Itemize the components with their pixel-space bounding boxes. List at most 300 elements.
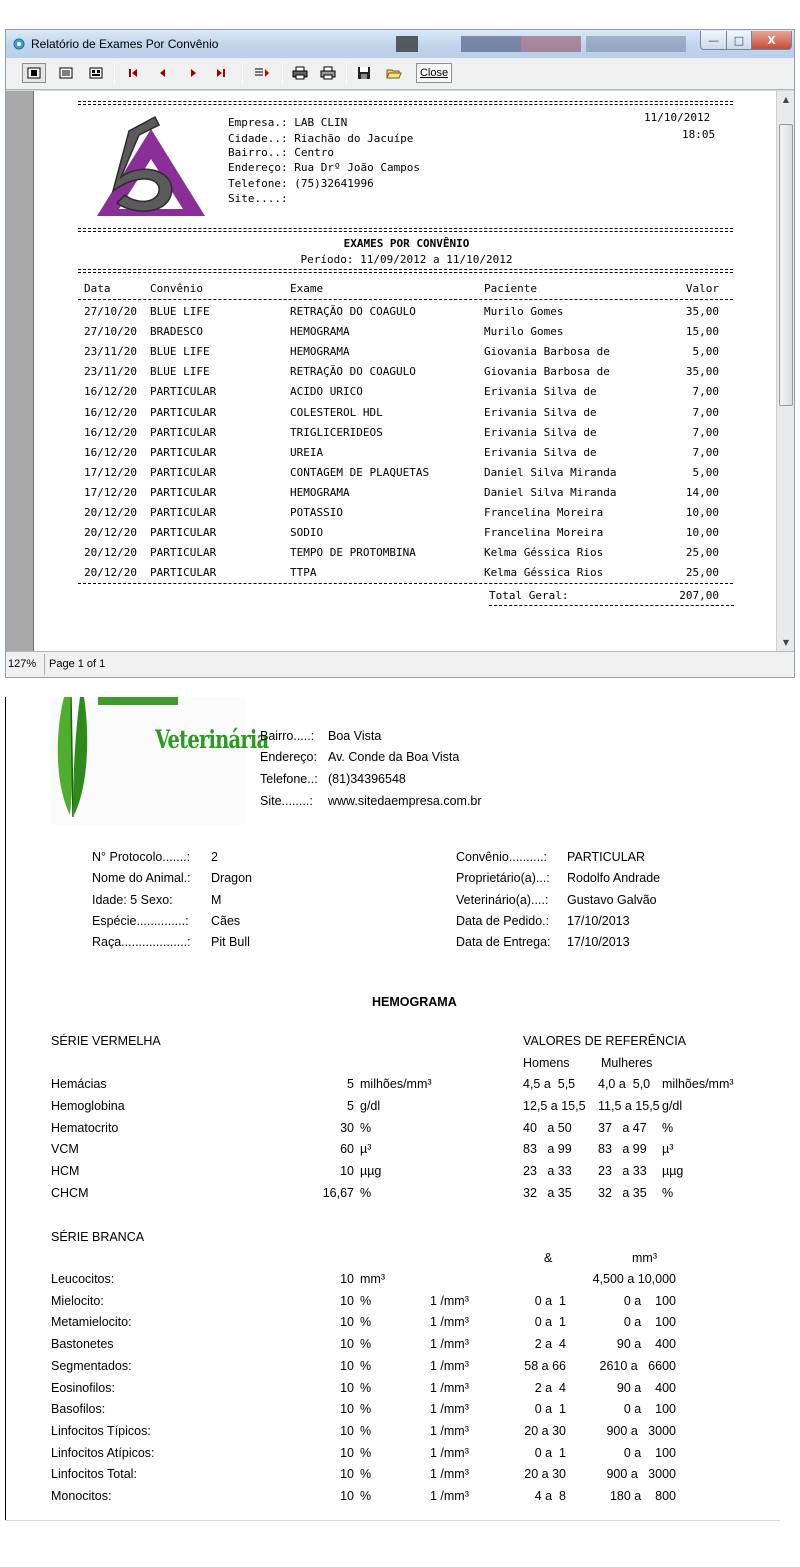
ref-abs-range: 2610 a 6600 <box>599 1358 676 1373</box>
toolbar-separator <box>114 63 115 84</box>
white-series-unit: % <box>360 1402 372 1417</box>
col-header-convenio: Convênio <box>150 282 203 295</box>
white-series-absolute: 1 /mm³ <box>430 1358 469 1373</box>
ref-pct-range: 20 a 30 <box>524 1467 566 1482</box>
row-valor: 10,00 <box>685 526 719 540</box>
row-valor: 7,00 <box>692 445 719 459</box>
company-city-line: Cidade..: Riachão do Jacuípe <box>228 132 414 145</box>
row-valor: 7,00 <box>692 405 719 419</box>
ref-pct-range: 20 a 30 <box>524 1423 566 1438</box>
ref-pct-range: 2 a 4 <box>534 1380 566 1395</box>
goto-page-button[interactable] <box>250 63 274 83</box>
minimize-button[interactable] <box>700 31 727 50</box>
white-series-absolute: 1 /mm³ <box>430 1337 469 1352</box>
row-data: 16/12/20 <box>84 385 137 399</box>
vertical-scrollbar[interactable] <box>776 91 795 651</box>
double-rule <box>78 269 733 273</box>
row-data: 16/12/20 <box>84 425 137 439</box>
patient-value: Rodolfo Andrade <box>567 871 661 886</box>
row-convenio: PARTICULAR <box>150 405 217 419</box>
report-period: Período: 11/09/2012 a 11/10/2012 <box>300 253 513 266</box>
row-exame: POTASSIO <box>290 506 343 519</box>
row-data: 17/12/20 <box>84 465 137 479</box>
row-valor: 35,00 <box>685 365 719 379</box>
ref-women-range: 83 a 99 <box>598 1142 647 1157</box>
red-series-unit: µµg <box>360 1164 382 1179</box>
ref-women-range: 23 a 33 <box>598 1164 647 1179</box>
ref-men-range: 12,5 a 15,5 <box>523 1098 586 1113</box>
red-series-name: Hemácias <box>51 1077 107 1091</box>
report-row <box>34 385 776 405</box>
multi-page-icon <box>89 67 103 79</box>
row-data: 17/12/20 <box>84 485 137 499</box>
col-header-exame: Exame <box>290 282 324 295</box>
row-valor: 35,00 <box>685 305 719 318</box>
row-valor: 5,00 <box>692 465 719 479</box>
hemogram-document <box>0 697 800 1527</box>
status-separator <box>44 654 45 675</box>
double-rule <box>78 101 733 105</box>
patient-value: Dragon <box>211 871 252 886</box>
white-series-value: 10 <box>340 1293 354 1308</box>
reference-title: VALORES DE REFERÊNCIA <box>523 1034 687 1048</box>
white-series-unit: % <box>360 1489 372 1503</box>
row-paciente: Kelma Géssica Rios <box>484 566 604 580</box>
row-convenio: PARTICULAR <box>150 546 217 560</box>
row-paciente: Erivania Silva de <box>484 385 597 399</box>
row-convenio: BLUE LIFE <box>150 305 210 318</box>
patient-label: Proprietário(a)...: <box>456 871 550 886</box>
row-paciente: Francelina Moreira <box>484 526 604 540</box>
row-exame: TRIGLICERIDEOS <box>290 425 383 439</box>
row-convenio: PARTICULAR <box>150 485 217 499</box>
ref-abs-range: 0 a 100 <box>623 1402 676 1417</box>
toolbar-separator <box>282 63 283 84</box>
scroll-down-icon[interactable]: ▼ <box>782 638 790 647</box>
ref-unit: milhões/mm³ <box>662 1077 734 1091</box>
white-series-value: 10 <box>340 1380 354 1395</box>
red-series-name: CHCM <box>51 1186 89 1200</box>
ref-abs-range: 0 a 100 <box>623 1293 676 1308</box>
row-convenio: PARTICULAR <box>150 506 217 519</box>
ref-abs-range: 180 a 800 <box>609 1489 676 1503</box>
report-preview-window <box>5 29 795 678</box>
row-paciente: Murilo Gomes <box>484 305 564 318</box>
header-address-value: Av. Conde da Boa Vista <box>328 750 460 764</box>
total-label: Total Geral: <box>489 589 569 602</box>
scroll-thumb[interactable] <box>779 124 793 406</box>
reference-men-header: Homens <box>523 1056 570 1070</box>
report-row <box>34 305 776 325</box>
report-row <box>34 406 776 426</box>
white-series-absolute: 1 /mm³ <box>430 1380 469 1395</box>
white-series-absolute: 1 /mm³ <box>430 1489 469 1503</box>
page-border <box>5 1520 780 1521</box>
row-data: 23/11/20 <box>84 365 137 379</box>
row-valor: 7,00 <box>692 425 719 439</box>
red-series-value: 10 <box>340 1164 354 1179</box>
ref-pct-header: & <box>544 1251 553 1265</box>
report-row <box>34 546 776 566</box>
white-series-absolute: 1 /mm³ <box>430 1315 469 1330</box>
patient-label: Raça...................: <box>92 935 191 950</box>
patient-value: M <box>211 892 222 907</box>
ref-men-range: 40 a 50 <box>523 1120 572 1135</box>
white-series-unit: % <box>360 1358 372 1373</box>
white-series-value: 10 <box>340 1445 354 1460</box>
white-series-absolute: 1 /mm³ <box>430 1423 469 1438</box>
col-header-data: Data <box>84 282 111 295</box>
previous-page-icon <box>158 68 168 78</box>
row-paciente: Giovania Barbosa de <box>484 365 610 379</box>
red-series-value: 5 <box>347 1077 354 1091</box>
company-site-line: Site....: <box>228 192 288 205</box>
row-valor: 10,00 <box>685 506 719 519</box>
row-exame: HEMOGRAMA <box>290 485 350 499</box>
white-series-name: Metamielocito: <box>51 1315 132 1330</box>
row-data: 20/12/20 <box>84 526 137 540</box>
row-paciente: Erivania Silva de <box>484 405 597 419</box>
save-icon <box>357 66 371 80</box>
report-date: 11/10/2012 <box>644 111 711 124</box>
row-data: 27/10/20 <box>84 305 137 318</box>
ref-men-range: 4,5 a 5,5 <box>523 1077 576 1091</box>
white-series-absolute: 1 /mm³ <box>430 1467 469 1482</box>
white-series-value: 10 <box>340 1489 354 1503</box>
ref-unit: µ³ <box>662 1142 674 1157</box>
patient-value: 17/10/2013 <box>567 913 630 928</box>
header-district-label: Bairro.....: <box>260 729 315 743</box>
row-exame: SODIO <box>290 526 324 540</box>
header-phone-label: Telefone..: <box>260 772 318 786</box>
red-series-value: 30 <box>340 1120 354 1135</box>
row-data: 16/12/20 <box>84 445 137 459</box>
title-bar[interactable] <box>6 30 794 58</box>
white-series-name: Basofilos: <box>51 1402 106 1417</box>
ref-pct-range: 2 a 4 <box>534 1337 566 1352</box>
white-series-name: Eosinofilos: <box>51 1380 115 1395</box>
report-row <box>34 365 776 385</box>
zoom-level: 127% <box>8 658 37 670</box>
red-series-unit: g/dl <box>360 1098 381 1113</box>
white-series-name: Mielocito: <box>51 1293 104 1308</box>
red-series-name: Hematocrito <box>51 1120 119 1135</box>
close-icon: X <box>767 33 776 47</box>
patient-label: Convênio..........: <box>456 850 548 864</box>
header-district-value: Boa Vista <box>328 729 382 743</box>
report-row <box>34 526 776 546</box>
ref-abs-range: 90 a 400 <box>616 1380 676 1395</box>
row-data: 20/12/20 <box>84 546 137 560</box>
company-name-line: Empresa.: LAB CLIN <box>228 116 348 129</box>
row-valor: 25,00 <box>685 566 719 580</box>
header-site-label: Site........: <box>260 794 313 808</box>
row-valor: 25,00 <box>685 546 719 560</box>
row-convenio: PARTICULAR <box>150 445 217 459</box>
white-series-unit: % <box>360 1380 372 1395</box>
printer-setup-button[interactable] <box>288 63 312 83</box>
one-page-icon <box>27 67 41 79</box>
ref-abs-range: 900 a 3000 <box>606 1423 676 1438</box>
first-page-icon <box>128 68 138 78</box>
company-phone-line: Telefone: (75)32641996 <box>228 177 374 190</box>
exam-title: HEMOGRAMA <box>372 995 457 1009</box>
header-phone-value: (81)34396548 <box>328 772 406 786</box>
header-address-label: Endereço: <box>260 750 317 764</box>
goto-page-icon <box>254 67 270 79</box>
white-series-absolute: 1 /mm³ <box>430 1445 469 1460</box>
previous-page-button[interactable] <box>152 63 174 83</box>
patient-label: N° Protocolo.......: <box>92 850 191 864</box>
row-exame: UREIA <box>290 445 324 459</box>
row-valor: 5,00 <box>692 345 719 359</box>
blurred-background <box>396 36 418 52</box>
white-series-absolute: 1 /mm³ <box>430 1293 469 1308</box>
white-series-name: Bastonetes <box>51 1337 114 1352</box>
white-series-value: 10 <box>340 1467 354 1482</box>
toolbar <box>6 58 794 90</box>
red-series-value: 5 <box>347 1098 354 1113</box>
red-series-name: VCM <box>51 1142 79 1157</box>
two-page-button[interactable] <box>54 63 78 83</box>
status-bar <box>6 651 794 678</box>
row-exame: CONTAGEM DE PLAQUETAS <box>290 465 430 479</box>
window-title: Relatório de Exames Por Convênio <box>31 37 219 51</box>
white-series-value: 10 <box>340 1402 354 1417</box>
patient-label: Data de Pedido.: <box>456 913 550 928</box>
red-series-unit: % <box>360 1186 372 1200</box>
row-exame: COLESTEROL HDL <box>290 405 383 419</box>
white-series-unit: % <box>360 1445 372 1460</box>
white-series-name: Linfocitos Total: <box>51 1467 137 1482</box>
col-header-paciente: Paciente <box>484 282 537 295</box>
report-row <box>34 426 776 446</box>
dashed-rule <box>78 299 733 300</box>
row-exame: RETRAÇÃO DO COAGULO <box>290 365 416 379</box>
report-row <box>34 345 776 365</box>
company-address-line: Endereço: Rua Drº João Campos <box>228 161 421 174</box>
ref-pct-range: 58 a 66 <box>524 1358 566 1373</box>
row-convenio: BRADESCO <box>150 325 203 339</box>
ref-men-range: 23 a 33 <box>523 1164 572 1179</box>
blurred-background <box>521 36 581 52</box>
blurred-background <box>586 36 686 52</box>
row-exame: ACIDO URICO <box>290 385 363 399</box>
white-series-unit: % <box>360 1337 372 1352</box>
report-row <box>34 506 776 526</box>
row-exame: TEMPO DE PROTOMBINA <box>290 546 416 560</box>
row-exame: HEMOGRAMA <box>290 325 350 339</box>
report-row <box>34 325 776 345</box>
open-button[interactable] <box>382 63 406 83</box>
row-convenio: PARTICULAR <box>150 465 217 479</box>
patient-value: PARTICULAR <box>567 850 646 864</box>
save-button[interactable] <box>352 63 376 83</box>
row-convenio: BLUE LIFE <box>150 365 210 379</box>
red-series-unit: % <box>360 1120 372 1135</box>
next-page-icon <box>188 68 198 78</box>
multi-page-button[interactable] <box>84 63 108 83</box>
ref-unit: g/dl <box>662 1098 683 1113</box>
first-page-button[interactable] <box>122 63 144 83</box>
red-series-name: HCM <box>51 1164 80 1179</box>
logo-top-band <box>98 697 178 705</box>
dashed-rule <box>78 583 733 584</box>
printer-setup-icon <box>292 66 308 80</box>
row-convenio: PARTICULAR <box>150 425 217 439</box>
row-valor: 7,00 <box>692 385 719 399</box>
patient-value: Gustavo Galvão <box>567 892 657 907</box>
dashed-rule <box>489 605 734 606</box>
row-paciente: Murilo Gomes <box>484 325 564 339</box>
scroll-up-icon[interactable]: ▲ <box>782 95 790 104</box>
report-title: EXAMES POR CONVÊNIO <box>343 237 470 250</box>
row-paciente: Giovania Barbosa de <box>484 345 610 359</box>
row-valor: 14,00 <box>685 485 719 499</box>
report-row <box>34 486 776 506</box>
report-viewport[interactable] <box>6 91 776 651</box>
close-window-button[interactable] <box>751 31 792 50</box>
header-site-value: www.sitedaempresa.com.br <box>328 794 482 808</box>
two-page-icon <box>59 67 73 79</box>
ref-abs-range: 4,500 a 10,000 <box>592 1272 676 1286</box>
ref-abs-range: 0 a 100 <box>623 1315 676 1330</box>
patient-value: 17/10/2013 <box>567 935 630 950</box>
patient-label: Idade: 5 Sexo: <box>92 892 173 907</box>
last-page-icon <box>216 68 226 78</box>
patient-label: Veterinário(a)....: <box>456 892 549 907</box>
leaf-logo-icon <box>50 697 110 825</box>
row-convenio: PARTICULAR <box>150 566 217 580</box>
row-paciente: Daniel Silva Miranda <box>484 465 617 479</box>
ref-women-range: 32 a 35 <box>598 1186 647 1200</box>
ref-pct-range: 0 a 1 <box>534 1293 566 1308</box>
white-series-unit: mm³ <box>360 1272 385 1286</box>
maximize-button[interactable] <box>726 31 752 50</box>
white-series-value: 10 <box>340 1315 354 1330</box>
row-convenio: PARTICULAR <box>150 526 217 540</box>
row-exame: HEMOGRAMA <box>290 345 350 359</box>
red-series-value: 16,67 <box>322 1186 354 1200</box>
row-paciente: Erivania Silva de <box>484 425 597 439</box>
total-value: 207,00 <box>679 589 719 602</box>
ref-pct-range: 0 a 1 <box>534 1445 566 1460</box>
ref-unit: % <box>662 1186 674 1200</box>
ref-men-range: 83 a 99 <box>523 1142 572 1157</box>
ref-women-range: 11,5 a 15,5 <box>598 1098 660 1113</box>
white-series-name: Monocitos: <box>51 1489 112 1503</box>
report-page <box>33 91 776 651</box>
report-row <box>34 466 776 486</box>
print-button[interactable] <box>316 63 340 83</box>
ref-men-range: 32 a 35 <box>523 1186 572 1200</box>
row-exame: TTPA <box>290 566 317 580</box>
red-series-unit: µ³ <box>360 1142 372 1157</box>
white-series-name: Leucocitos: <box>51 1272 115 1286</box>
white-series-unit: % <box>360 1293 372 1308</box>
col-header-valor: Valor <box>685 282 719 295</box>
clinic-logo <box>50 697 269 825</box>
red-series-name: Hemoglobina <box>51 1098 125 1113</box>
page-border <box>5 697 6 1520</box>
serie-branca-title: SÉRIE BRANCA <box>51 1230 145 1244</box>
close-report-button[interactable]: Close <box>416 63 452 83</box>
company-district-line: Bairro..: Centro <box>228 146 334 159</box>
serie-vermelha-title: SÉRIE VERMELHA <box>51 1034 161 1048</box>
row-data: 23/11/20 <box>84 345 137 359</box>
blurred-background <box>461 36 521 52</box>
print-icon <box>320 66 336 80</box>
white-series-unit: % <box>360 1467 372 1482</box>
reference-women-header: Mulheres <box>601 1056 653 1070</box>
patient-value: Pit Bull <box>211 935 250 950</box>
report-time: 18:05 <box>682 128 716 141</box>
white-series-name: Segmentados: <box>51 1358 132 1373</box>
patient-value: Cães <box>211 913 241 928</box>
row-paciente: Erivania Silva de <box>484 445 597 459</box>
row-data: 16/12/20 <box>84 405 137 419</box>
ref-women-range: 37 a 47 <box>598 1120 647 1135</box>
ref-women-range: 4,0 a 5,0 <box>598 1077 651 1091</box>
white-series-value: 10 <box>340 1337 354 1352</box>
row-paciente: Francelina Moreira <box>484 506 604 519</box>
white-series-name: Linfocitos Típicos: <box>51 1423 151 1438</box>
white-series-name: Linfocitos Atípicos: <box>51 1445 155 1460</box>
row-valor: 15,00 <box>685 325 719 339</box>
ref-abs-range: 0 a 100 <box>623 1445 676 1460</box>
white-series-value: 10 <box>340 1423 354 1438</box>
ref-abs-range: 90 a 400 <box>616 1337 676 1352</box>
open-icon <box>386 66 402 80</box>
red-series-value: 60 <box>340 1142 354 1157</box>
row-convenio: BLUE LIFE <box>150 345 210 359</box>
ref-pct-range: 0 a 1 <box>534 1315 566 1330</box>
row-data: 20/12/20 <box>84 566 137 580</box>
patient-value: 2 <box>211 850 218 864</box>
red-series-unit: milhões/mm³ <box>360 1077 432 1091</box>
last-page-button[interactable] <box>210 63 232 83</box>
white-series-absolute: 1 /mm³ <box>430 1402 469 1417</box>
ref-unit: % <box>662 1120 674 1135</box>
row-paciente: Daniel Silva Miranda <box>484 485 617 499</box>
row-data: 20/12/20 <box>84 506 137 519</box>
page-indicator: Page 1 of 1 <box>49 658 106 670</box>
ref-abs-range: 900 a 3000 <box>606 1467 676 1482</box>
white-series-unit: % <box>360 1315 372 1330</box>
ref-pct-range: 4 a 8 <box>534 1489 566 1503</box>
white-series-unit: % <box>360 1423 372 1438</box>
double-rule <box>78 228 733 232</box>
ref-unit: µµg <box>662 1164 684 1179</box>
patient-label: Nome do Animal.: <box>92 871 191 886</box>
one-page-button[interactable] <box>22 63 46 83</box>
row-data: 27/10/20 <box>84 325 137 339</box>
row-paciente: Kelma Géssica Rios <box>484 546 604 560</box>
maximize-icon: □ <box>733 33 745 47</box>
white-series-value: 10 <box>340 1358 354 1373</box>
minimize-icon: — <box>708 33 719 47</box>
patient-label: Data de Entrega: <box>456 935 551 950</box>
logo-text: Veterinária <box>155 725 269 754</box>
row-convenio: PARTICULAR <box>150 385 217 399</box>
lab-logo-icon <box>81 111 211 221</box>
ref-abs-header: mm³ <box>632 1251 657 1265</box>
ref-pct-range: 0 a 1 <box>534 1402 566 1417</box>
app-gear-icon <box>12 37 26 51</box>
next-page-button[interactable] <box>182 63 204 83</box>
white-series-value: 10 <box>340 1272 354 1286</box>
row-exame: RETRAÇÃO DO COAGULO <box>290 305 416 318</box>
